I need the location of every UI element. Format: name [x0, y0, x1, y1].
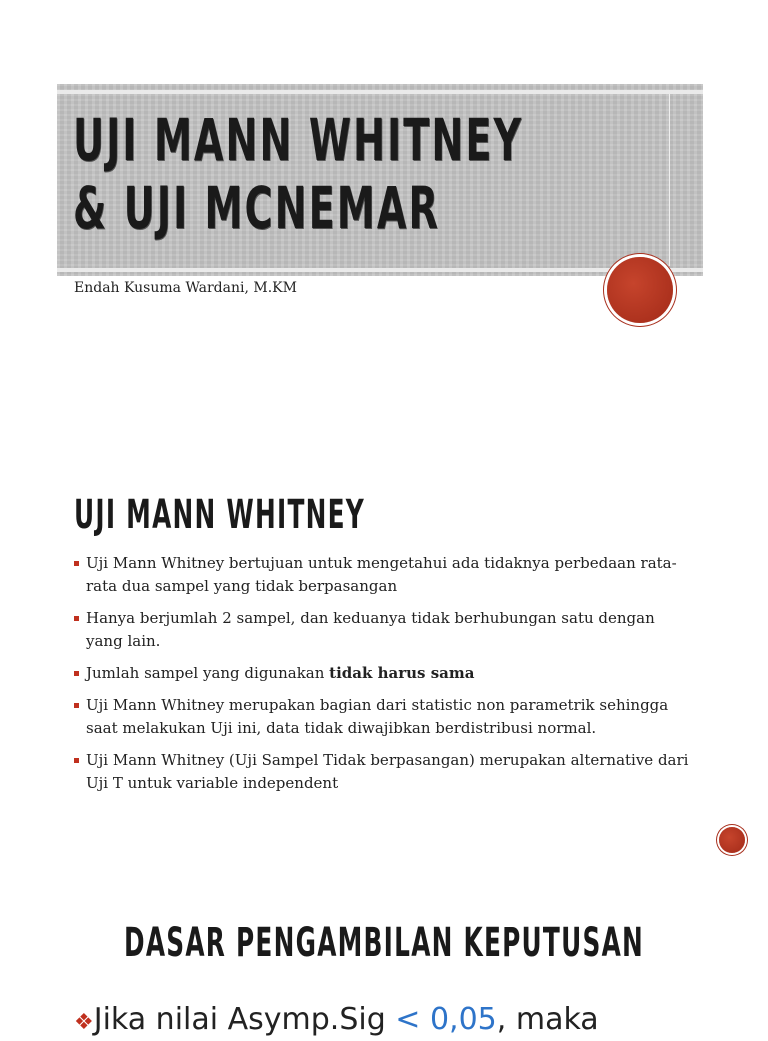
bullet-emphasis: tidak harus sama	[329, 664, 475, 682]
section-heading: UJI MANN WHITNEY	[74, 492, 365, 538]
slide-title-line-1: UJI MANN WHITNEY	[73, 106, 524, 174]
mann-whitney-slide	[0, 470, 768, 870]
bullet-square-icon	[74, 671, 79, 676]
bullet-square-icon	[74, 758, 79, 763]
slide-title-line-2: & UJI MCNEMAR	[73, 174, 440, 242]
bullet-square-icon	[74, 561, 79, 566]
decorative-circle-icon	[607, 257, 673, 323]
title-band-bottom-rule	[57, 268, 703, 272]
threshold-highlight: < 0,05	[395, 1002, 497, 1037]
author-name: Endah Kusuma Wardani, M.KM	[74, 280, 297, 296]
bullet-list	[74, 552, 694, 804]
slide-title	[73, 106, 523, 242]
bullet-item: Uji Mann Whitney bertujuan untuk mengetahui ada tidaknya perbedaan rata-rata dua sampel yang tidak berpasangan	[74, 552, 694, 598]
title-band-divider	[669, 94, 670, 266]
title-band	[57, 84, 703, 276]
bullet-item: Jumlah sampel yang digunakan tidak harus sama	[74, 662, 694, 685]
bullet-square-icon	[74, 703, 79, 708]
decision-slide	[0, 900, 768, 1037]
section-heading: DASAR PENGAMBILAN KEPUTUSAN	[123, 920, 645, 966]
title-slide	[0, 0, 768, 440]
decision-criterion: ❖Jika nilai Asymp.Sig < 0,05, maka	[74, 1002, 599, 1037]
bullet-square-icon	[74, 616, 79, 621]
decorative-circle-icon	[719, 827, 745, 853]
diamond-bullet-icon: ❖	[74, 1010, 94, 1035]
bullet-item: Hanya berjumlah 2 sampel, dan keduanya tidak berhubungan satu dengan yang lain.	[74, 607, 694, 653]
bullet-item: Uji Mann Whitney merupakan bagian dari statistic non parametrik sehingga saat melakukan Uji ini, data tidak diwajibkan berdistribusi normal.	[74, 694, 694, 740]
title-band-top-rule	[57, 90, 703, 94]
bullet-item: Uji Mann Whitney (Uji Sampel Tidak berpasangan) merupakan alternative dari Uji T untuk variable independent	[74, 749, 694, 795]
